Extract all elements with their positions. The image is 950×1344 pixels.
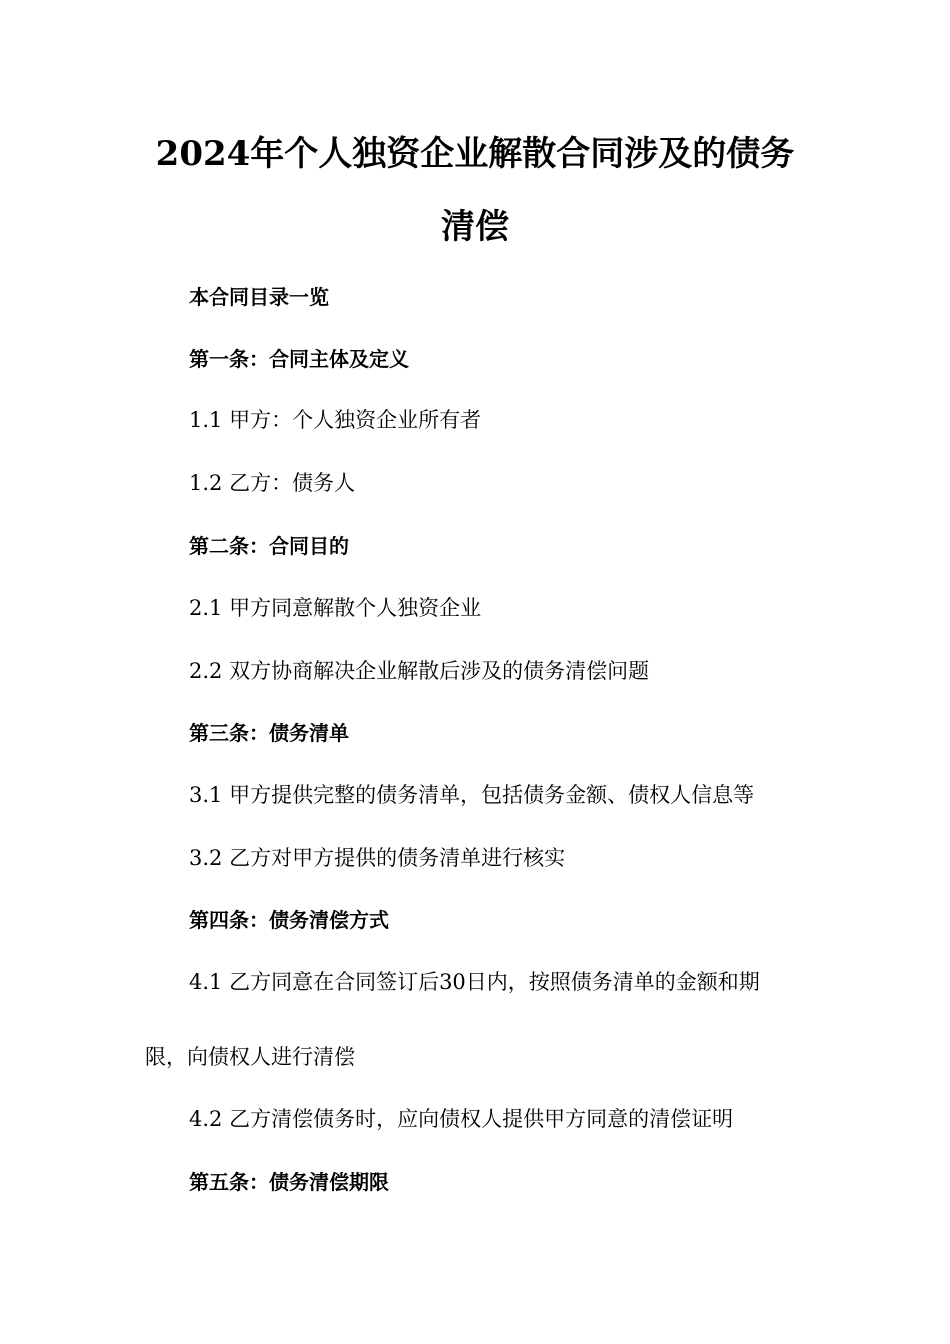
clause-1-1: 1.1 甲方：个人独资企业所有者 <box>189 408 482 432</box>
document-title-line-1: 2024年个人独资企业解散合同涉及的债务 <box>155 134 795 174</box>
article-2-heading: 第二条：合同目的 <box>189 534 349 558</box>
article-1-heading: 第一条：合同主体及定义 <box>189 347 409 371</box>
article-5-heading: 第五条：债务清偿期限 <box>189 1170 389 1194</box>
article-4-heading: 第四条：债务清偿方式 <box>189 908 389 932</box>
clause-3-1: 3.1 甲方提供完整的债务清单，包括债务金额、债权人信息等 <box>189 783 755 807</box>
clause-2-1: 2.1 甲方同意解散个人独资企业 <box>189 596 482 620</box>
clause-4-1-continuation: 限，向债权人进行清偿 <box>145 1045 355 1069</box>
article-3-heading: 第三条：债务清单 <box>189 721 349 745</box>
document-title-line-2: 清偿 <box>441 207 509 247</box>
clause-4-1: 4.1 乙方同意在合同签订后30日内，按照债务清单的金额和期 <box>189 970 760 994</box>
clause-4-2: 4.2 乙方清偿债务时，应向债权人提供甲方同意的清偿证明 <box>189 1107 734 1131</box>
toc-heading: 本合同目录一览 <box>189 285 329 309</box>
clause-3-2: 3.2 乙方对甲方提供的债务清单进行核实 <box>189 846 566 870</box>
clause-1-2: 1.2 乙方：债务人 <box>189 471 356 495</box>
clause-2-2: 2.2 双方协商解决企业解散后涉及的债务清偿问题 <box>189 659 650 683</box>
